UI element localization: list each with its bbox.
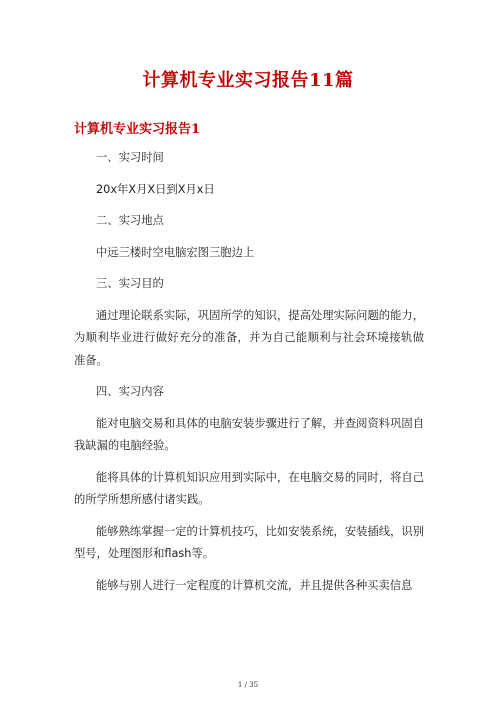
paragraph-time-value: 20x年X月X日到X月x日 xyxy=(96,182,215,196)
page-indicator: 1 / 35 xyxy=(237,681,259,689)
paragraph-heading-location: 二、实习地点 xyxy=(96,214,164,227)
document-title: 计算机专业实习报告11篇 xyxy=(142,70,354,91)
paragraph-heading-purpose: 三、实习目的 xyxy=(96,277,164,290)
paragraph-content-4: 能够与别人进行一定程度的计算机交流，并且提供各种买卖信息 xyxy=(96,578,413,592)
paragraph-content-1: 能对电脑交易和具体的电脑安装步骤进行了解，并查阅资料巩固自我缺漏的电脑经验。 xyxy=(74,416,424,452)
section-heading: 计算机专业实习报告1 xyxy=(74,122,201,137)
paragraph-location-value: 中远三楼时空电脑宏图三胞边上 xyxy=(96,245,255,259)
paragraph-purpose: 通过理论联系实际，巩固所学的知识，提高处理实际问题的能力，为顺利毕业进行做好充分的准备，并为自己能顺利与社会环境接轨做准备。 xyxy=(74,308,424,367)
paragraph-heading-time: 一、实习时间 xyxy=(96,151,164,164)
paragraph-content-2: 能将具体的计算机知识应用到实际中，在电脑交易的同时，将自己的所学所想所感付诸实践。 xyxy=(74,470,424,506)
document-body xyxy=(74,147,424,597)
paragraph-content-3: 能够熟练掌握一定的计算机技巧，比如安装系统，安装插线，识别型号，处理图形和flash等。 xyxy=(74,524,424,560)
paragraph-heading-content: 四、实习内容 xyxy=(96,385,164,398)
